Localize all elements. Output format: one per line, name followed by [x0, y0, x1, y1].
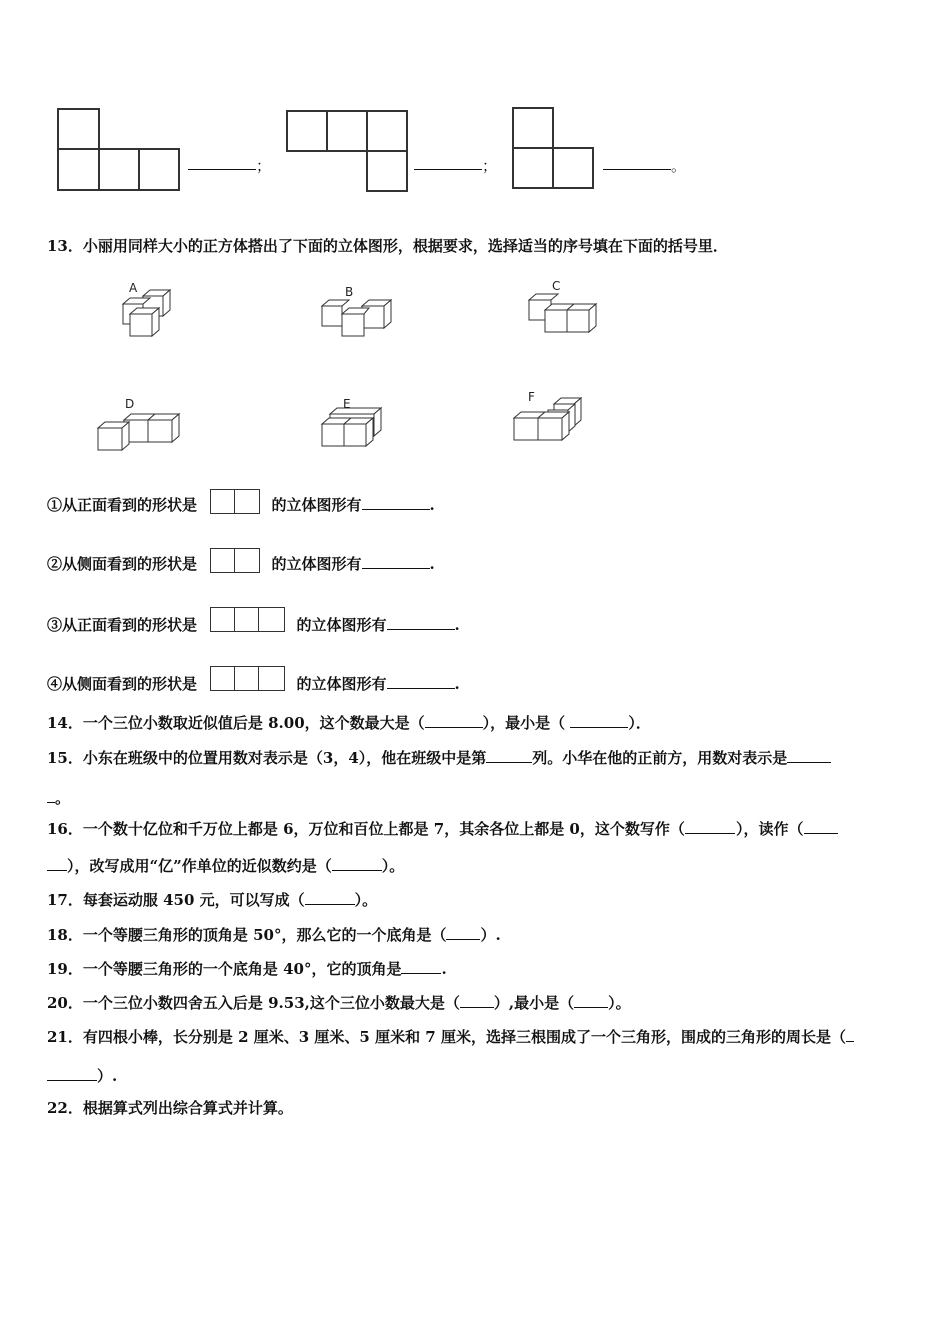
answer-blank[interactable] [486, 762, 532, 763]
figure-label-f: F [528, 390, 535, 404]
answer-blank[interactable] [362, 509, 430, 510]
question-18: 18．一个等腰三角形的顶角是 50°，那么它的一个底角是（ ）. [47, 926, 501, 944]
question-22: 22．根据算式列出综合算式并计算。 [47, 1099, 293, 1117]
period: 。 [671, 157, 687, 175]
square [286, 110, 328, 152]
answer-blank[interactable] [804, 833, 838, 834]
answer-blank[interactable] [401, 973, 441, 974]
view-two-squares [210, 489, 260, 514]
subquestion-2: ②从侧面看到的形状是 的立体图形有 . [47, 548, 435, 574]
subquestion-prefix: ②从侧面看到的形状是 [47, 555, 198, 573]
question-16-read-as: ），读作（ [730, 819, 838, 839]
answer-blank[interactable] [460, 1007, 494, 1008]
question-19: 19．一个等腰三角形的一个底角是 40°，它的顶角是 . [47, 960, 447, 978]
cube-figure-a [115, 280, 185, 342]
square [57, 148, 100, 191]
cube-figure-f [510, 396, 588, 446]
figure-label-d: D [125, 397, 135, 411]
subquestion-prefix: ③从正面看到的形状是 [47, 616, 198, 634]
answer-blank[interactable] [446, 939, 480, 940]
cube-figure-e [318, 406, 384, 452]
figure-label-b: B [345, 285, 354, 299]
subquestion-suffix: 的立体图形有 [296, 616, 387, 634]
separator: ； [256, 157, 272, 175]
answer-blank[interactable] [574, 1007, 608, 1008]
subquestion-prefix: ④从侧面看到的形状是 [47, 675, 198, 693]
answer-blank[interactable] [47, 802, 55, 803]
figure-label-a: A [129, 281, 138, 295]
question-14: 14．一个三位小数取近似值后是 8.00，这个数最大是（ ），最小是（ ）． [47, 714, 651, 732]
cube-figure-b [318, 292, 400, 340]
square [512, 107, 554, 149]
subquestion-3: ③从正面看到的形状是 的立体图形有 . [47, 607, 460, 635]
subquestion-suffix: 的立体图形有 [271, 555, 362, 573]
answer-blank[interactable] [332, 870, 382, 871]
view-three-squares [210, 666, 285, 691]
question-15-line2: 。 [47, 788, 70, 808]
answer-blank[interactable] [425, 727, 483, 728]
figure-label-e: E [343, 397, 351, 411]
view-three-squares [210, 607, 285, 632]
answer-blank[interactable] [846, 1041, 854, 1042]
answer-blank[interactable] [47, 870, 67, 871]
square [366, 110, 408, 152]
answer-blank[interactable] [414, 169, 482, 170]
question-17: 17．每套运动服 450 元，可以写成（ ）。 [47, 891, 378, 909]
question-21-line1: 21．有四根小棒，长分别是 2 厘米、3 厘米、5 厘米和 7 厘米，选择三根围成了一个三角形，围成的三角形的周长是（ [47, 1027, 854, 1047]
figure-label-c: C [552, 279, 561, 293]
view-two-squares [210, 548, 260, 573]
answer-blank[interactable] [305, 904, 355, 905]
answer-blank[interactable] [188, 169, 256, 170]
subquestion-prefix: ①从正面看到的形状是 [47, 496, 198, 514]
answer-blank[interactable] [685, 833, 735, 834]
square [326, 110, 368, 152]
answer-blank[interactable] [387, 629, 455, 630]
subquestion-suffix: 的立体图形有 [296, 675, 387, 693]
answer-blank[interactable] [787, 762, 831, 763]
square [512, 147, 554, 189]
square [552, 147, 594, 189]
question-21-line2: ）. [47, 1066, 117, 1086]
answer-blank[interactable] [362, 568, 430, 569]
cube-figure-c [525, 288, 605, 336]
square [138, 148, 180, 191]
question-16-line2: ），改写成用“亿”作单位的近似数约是（ ）。 [47, 856, 404, 876]
cube-figure-d [94, 410, 184, 456]
question-20: 20．一个三位小数四舍五入后是 9.53,这个三位小数最大是（ ）,最小是（ ）。 [47, 994, 631, 1012]
question-15-line1: 15．小东在班级中的位置用数对表示是（3，4），他在班级中是第 列。小华在他的正前方，用数对表示是 [47, 748, 831, 768]
answer-blank[interactable] [603, 169, 671, 170]
answer-blank[interactable] [387, 688, 455, 689]
answer-blank[interactable] [570, 727, 628, 728]
square [98, 148, 140, 191]
question-13-text: 13．小丽用同样大小的正方体搭出了下面的立体图形，根据要求，选择适当的序号填在下面的括号里． [47, 237, 728, 255]
square [366, 150, 408, 192]
subquestion-suffix: 的立体图形有 [271, 496, 362, 514]
separator: ； [482, 157, 498, 175]
subquestion-4: ④从侧面看到的形状是 的立体图形有 . [47, 666, 460, 694]
question-16-line1: 16．一个数十亿位和千万位上都是 6，万位和百位上都是 7，其余各位上都是 0，这个数写作（ [47, 819, 735, 839]
square [57, 108, 100, 150]
answer-blank[interactable] [47, 1080, 97, 1081]
subquestion-1: ①从正面看到的形状是 的立体图形有 . [47, 489, 435, 515]
